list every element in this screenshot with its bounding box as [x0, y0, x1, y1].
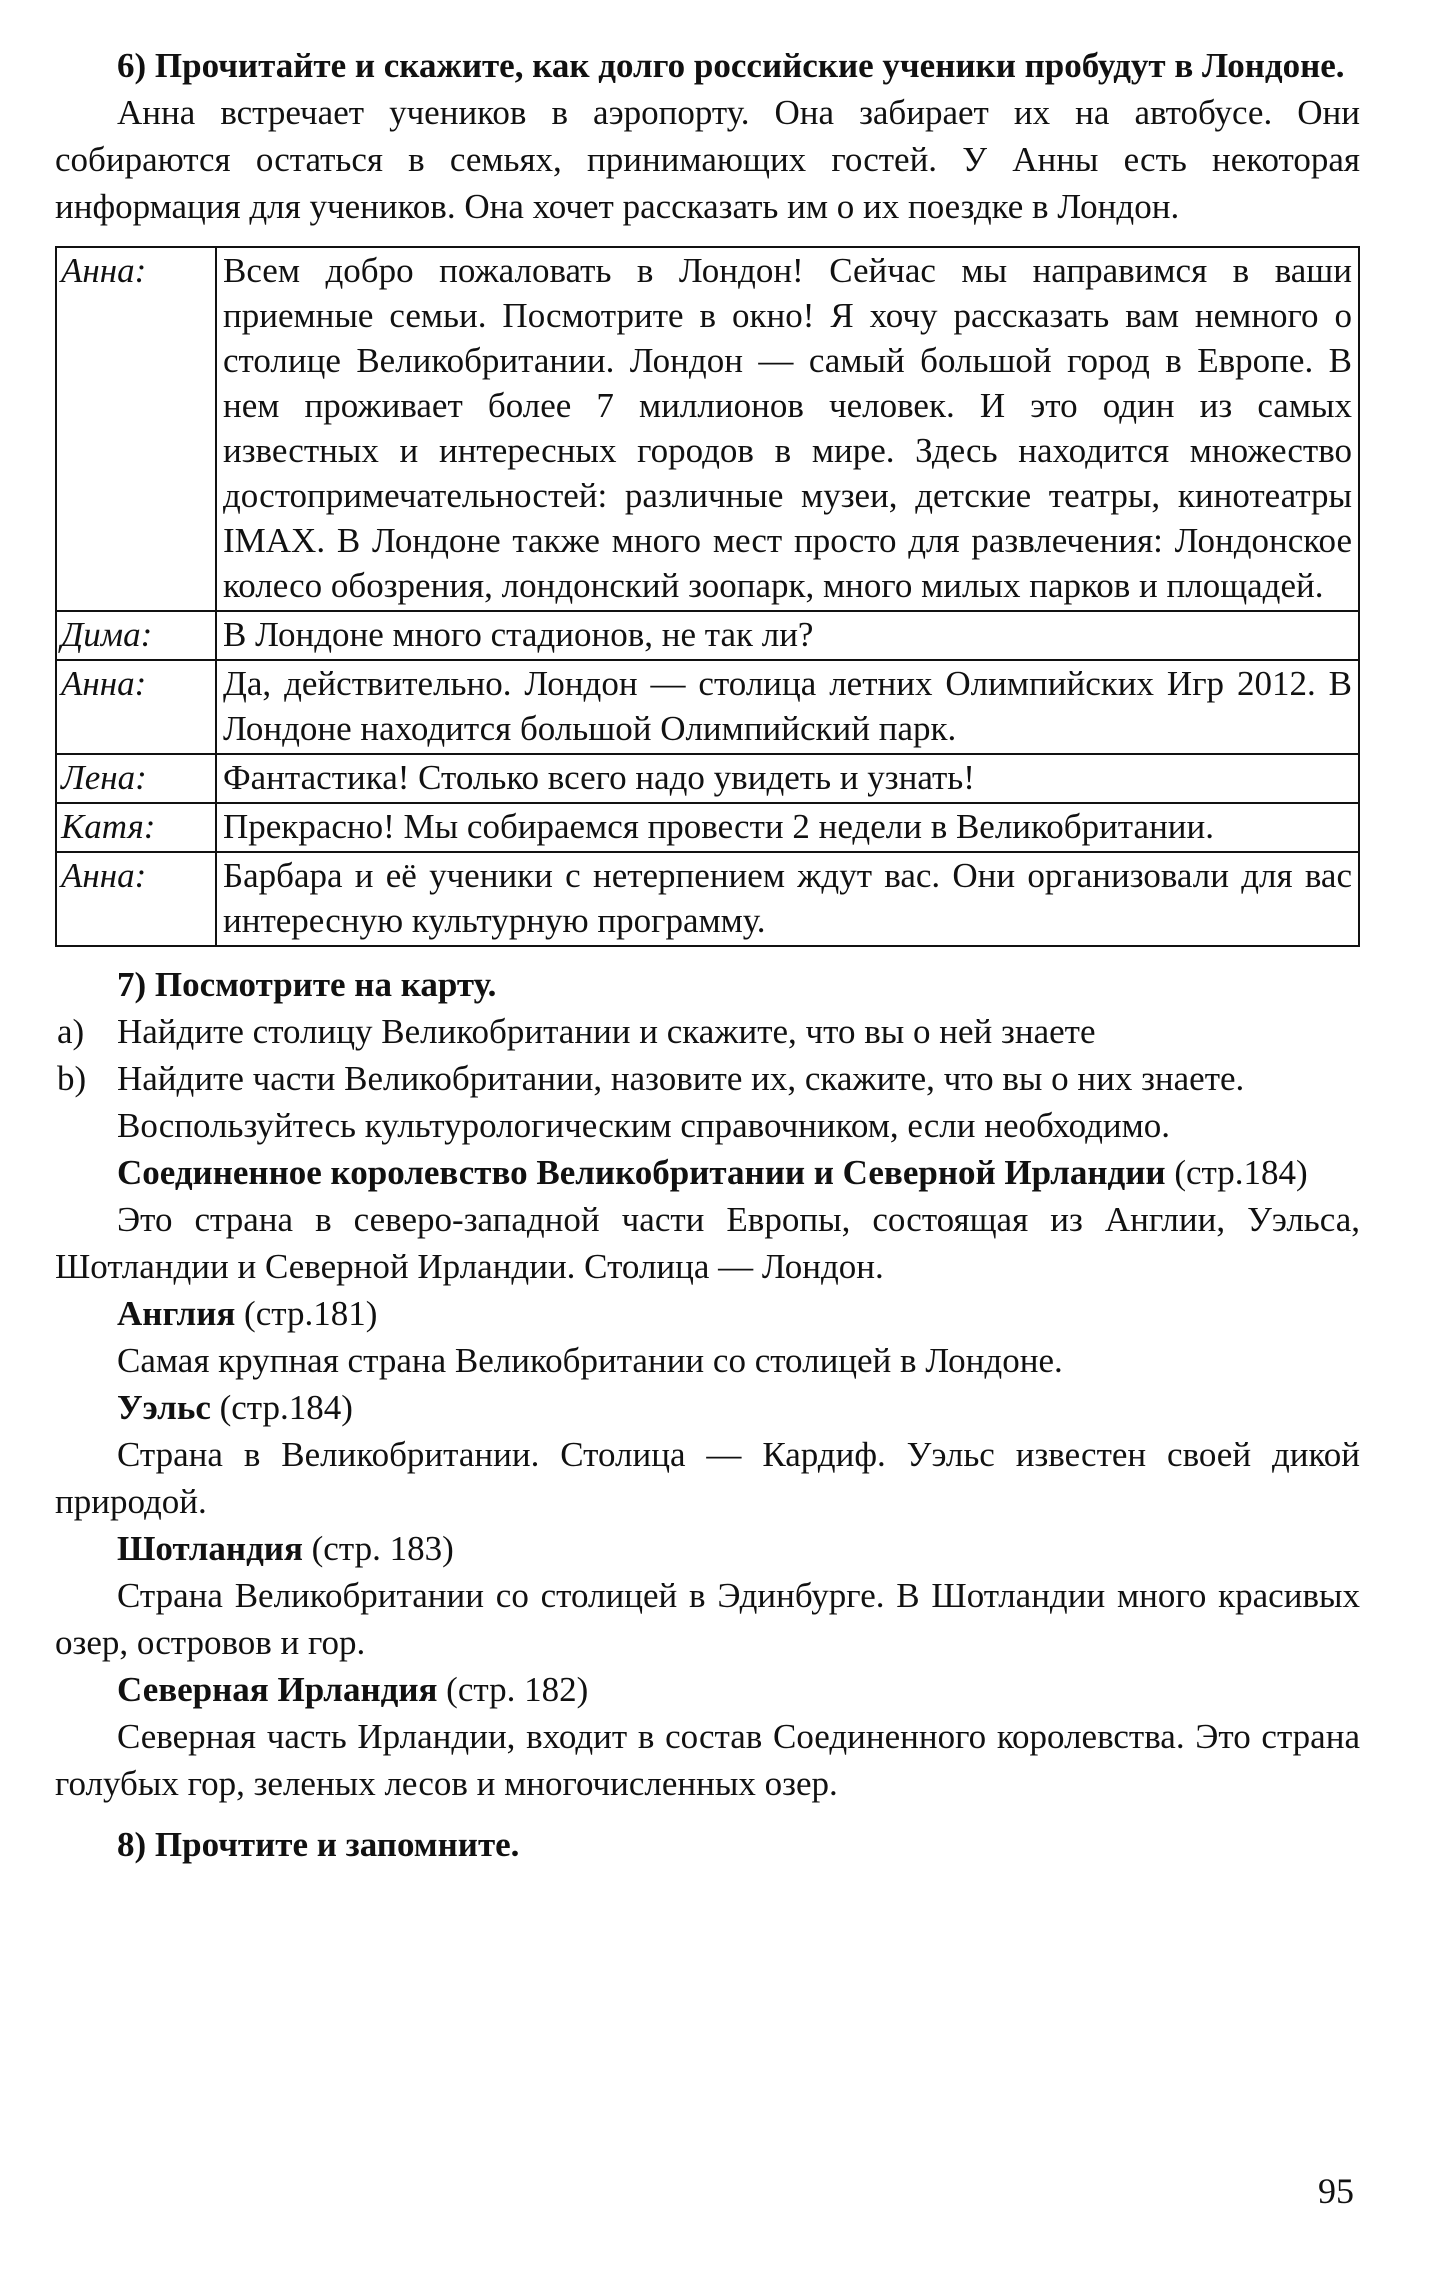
- dialogue-table: [55, 246, 1360, 947]
- exercise-6-title: 6) Прочитайте и скажите, как долго российские ученики пробудут в Лондоне.: [117, 46, 1345, 85]
- exercise-7-title: 7) Посмотрите на карту.: [117, 965, 497, 1004]
- task-text: Найдите части Великобритании, назовите их, скажите, что вы о них знаете.: [117, 1059, 1245, 1098]
- replica: Фантастика! Столько всего надо увидеть и узнать!: [216, 754, 1359, 803]
- dialogue-row: [56, 803, 1359, 852]
- entry-title: Уэльс: [117, 1388, 211, 1427]
- replica: Да, действительно. Лондон — столица летних Олимпийских Игр 2012. В Лондоне находится большой Олимпийский парк.: [216, 660, 1359, 754]
- entry-title: Соединенное королевство Великобритании и Северной Ирландии: [117, 1153, 1166, 1192]
- textbook-page: [55, 42, 1360, 1868]
- exercise-6-intro: Анна встречает учеников в аэропорту. Она забирает их на автобусе. Они собираются остаться в семьях, принимающих гостей. У Анны есть некоторая информация для учеников. Она хочет рассказать им о их поездке в Лондон.: [55, 93, 1360, 226]
- replica: Всем добро пожаловать в Лондон! Сейчас мы направимся в ваши приемные семьи. Посмотрите в окно! Я хочу рассказать вам немного о столице Великобритании. Лондон — самый большой город в Европе. В нем проживает более 7 миллионов человек. И это один из самых известных и интересных городов в мире. Здесь находится множество достопримечательностей: различные музеи, детские театры, кинотеатры IMAX. В Лондоне также много мест просто для развлечения: Лондонское колесо обозрения, лондонский зоопарк, много милых парков и площадей.: [216, 247, 1359, 611]
- entry-text-uk: Это страна в северо-западной части Европы, состоящая из Англии, Уэльса, Шотландии и Северной Ирландии. Столица — Лондон.: [55, 1200, 1360, 1286]
- task-item-a: [55, 1008, 1360, 1055]
- page-reference: (стр.181): [235, 1294, 378, 1333]
- dialogue-row: [56, 247, 1359, 611]
- speaker: Анна:: [56, 247, 216, 611]
- page-reference: (стр. 182): [437, 1670, 589, 1709]
- dialogue-row: [56, 852, 1359, 946]
- replica: Барбара и её ученики с нетерпением ждут вас. Они организовали для вас интересную культурную программу.: [216, 852, 1359, 946]
- entry-heading-scotland: [55, 1525, 1360, 1572]
- entry-text-wales: Страна в Великобритании. Столица — Кардиф. Уэльс известен своей дикой природой.: [55, 1435, 1360, 1521]
- task-item-b: [55, 1055, 1360, 1102]
- entry-text-scotland: Страна Великобритании со столицей в Эдинбурге. В Шотландии много красивых озер, островов и гор.: [55, 1576, 1360, 1662]
- speaker: Анна:: [56, 660, 216, 754]
- speaker: Анна:: [56, 852, 216, 946]
- speaker: Лена:: [56, 754, 216, 803]
- exercise-8-title: 8) Прочтите и запомните.: [117, 1825, 520, 1864]
- entry-heading-northern-ireland: [55, 1666, 1360, 1713]
- task-label: a): [57, 1012, 85, 1051]
- dialogue-row: [56, 754, 1359, 803]
- entry-title: Англия: [117, 1294, 236, 1333]
- reference-note: Воспользуйтесь культурологическим справочником, если необходимо.: [117, 1106, 1171, 1145]
- page-number: 95: [1318, 2171, 1354, 2211]
- page-reference: (стр.184): [1165, 1153, 1308, 1192]
- entry-text-northern-ireland: Северная часть Ирландии, входит в состав Соединенного королевства. Это страна голубых гор, зеленых лесов и многочисленных озер.: [55, 1717, 1360, 1803]
- entry-title: Шотландия: [117, 1529, 303, 1568]
- page-reference: (стр.184): [210, 1388, 353, 1427]
- task-text: Найдите столицу Великобритании и скажите, что вы о ней знаете: [117, 1012, 1096, 1051]
- entry-heading-uk: [55, 1149, 1360, 1196]
- entry-heading-wales: [55, 1384, 1360, 1431]
- entry-text-england: Самая крупная страна Великобритании со столицей в Лондоне.: [117, 1341, 1063, 1380]
- speaker: Катя:: [56, 803, 216, 852]
- dialogue-row: [56, 611, 1359, 660]
- page-reference: (стр. 183): [302, 1529, 454, 1568]
- dialogue-row: [56, 660, 1359, 754]
- speaker: Дима:: [56, 611, 216, 660]
- replica: Прекрасно! Мы собираемся провести 2 недели в Великобритании.: [216, 803, 1359, 852]
- replica: В Лондоне много стадионов, не так ли?: [216, 611, 1359, 660]
- entry-heading-england: [55, 1290, 1360, 1337]
- entry-title: Северная Ирландия: [117, 1670, 438, 1709]
- task-label: b): [57, 1059, 87, 1098]
